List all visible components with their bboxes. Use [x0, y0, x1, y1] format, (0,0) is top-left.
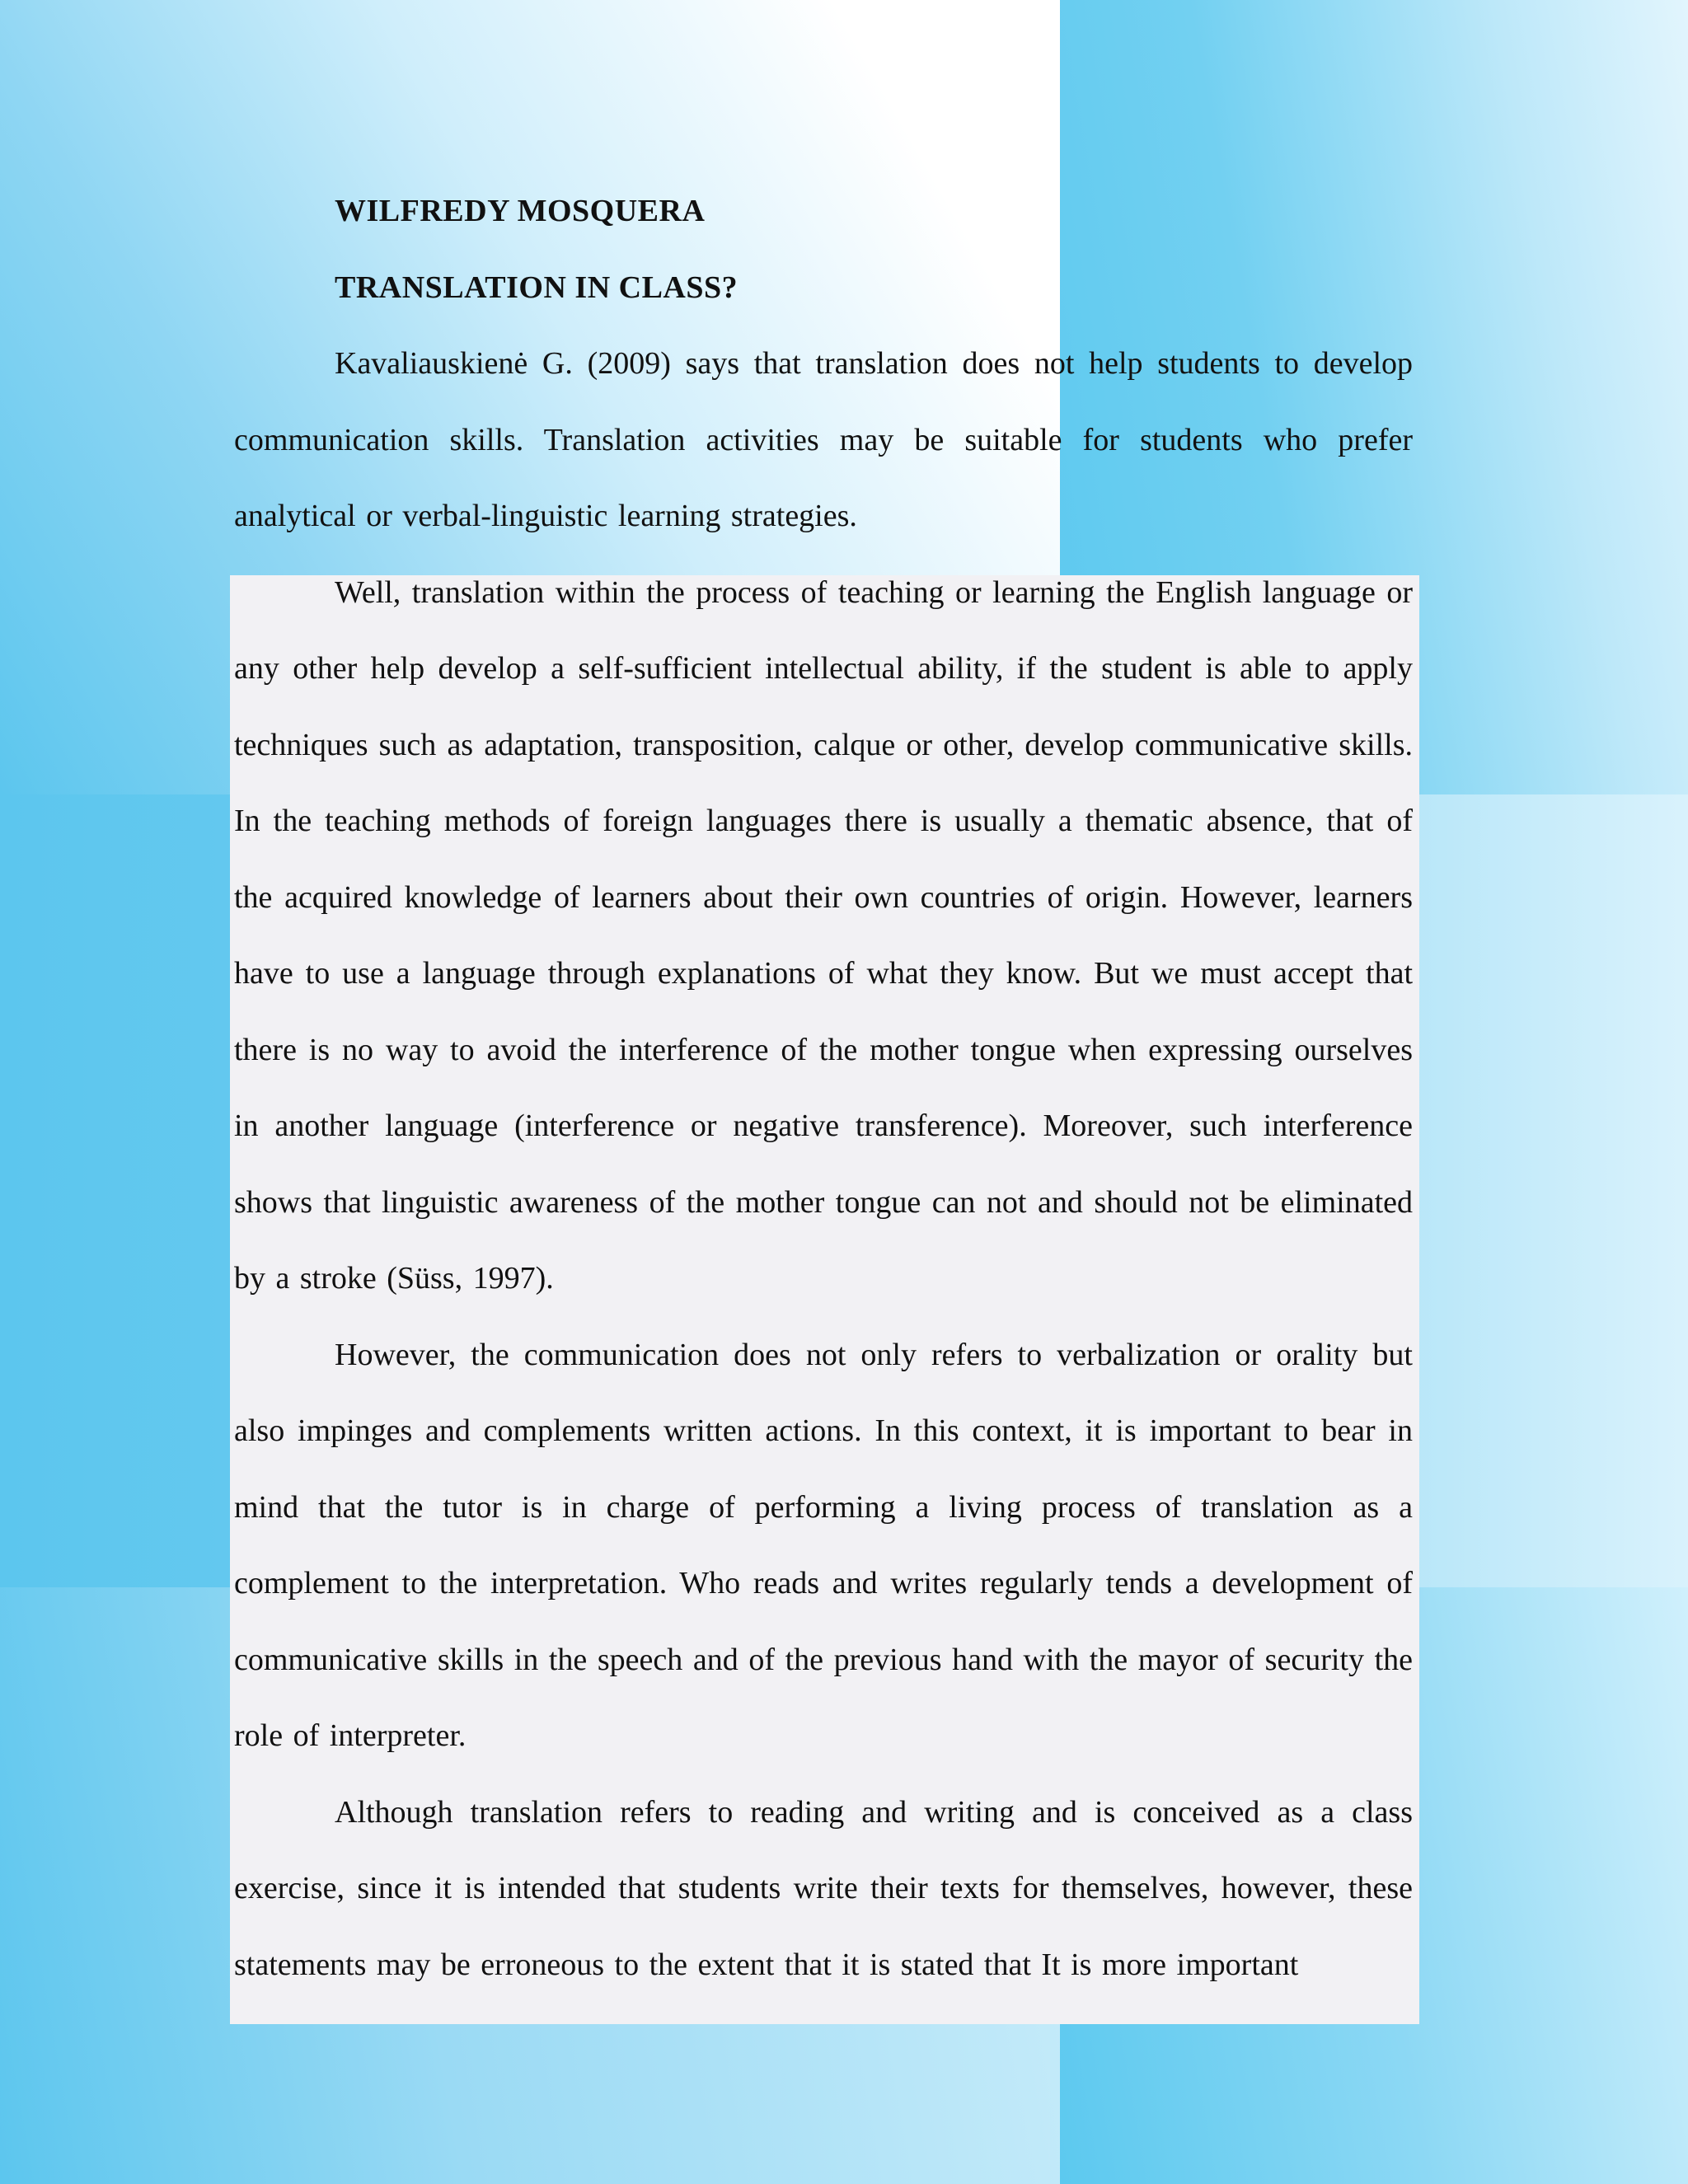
author-name: WILFREDY MOSQUERA: [335, 194, 706, 228]
paragraph-2: Well, translation within the process of teaching or learning the English language or any other help develop a self-sufficient intellectual ability, if the student is able to apply techniques such as adaptation, transposition, calque or other, develop communicative skills. In the teaching methods of foreign languages there is usually a thematic absence, that of the acquired knowledge of learners about their own countries of origin. However, learners have to use a language through explanations of what they know. But we must accept that there is no way to avoid the interference of the mother tongue when expressing ourselves in another language (interference or negative transference). Moreover, such interference shows that linguistic awareness of the mother tongue can not and should not be eliminated by a stroke (Süss, 1997).: [234, 574, 1413, 1296]
paragraph-1: Kavaliauskienė G. (2009) says that translation does not help students to develop communication skills. Translation activities may be suitable for students who prefer analytical or verbal-linguistic learning strategies.: [234, 346, 1413, 533]
document-body: [234, 173, 1413, 2003]
paragraph-4: Although translation refers to reading and writing and is conceived as a class exercise, since it is intended that students write their texts for themselves, however, these statements may be erroneous to the extent that it is stated that It is more important: [234, 1794, 1413, 1982]
document-title: TRANSLATION IN CLASS?: [335, 269, 738, 305]
paragraph-3: However, the communication does not only refers to verbalization or orality but also impinges and complements written actions. In this context, it is important to bear in mind that the tutor is in charge of performing a living process of translation as a complement to the interpretation. Who reads and writes regularly tends a development of communicative skills in the speech and of the previous hand with the mayor of security the role of interpreter.: [234, 1337, 1413, 1753]
